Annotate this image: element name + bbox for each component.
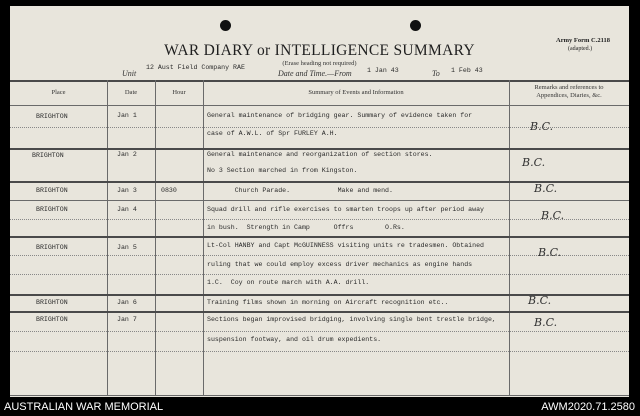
initials-signature: B.C. (534, 316, 558, 329)
ruled-line (10, 219, 629, 220)
entry-date: Jan 1 (117, 112, 137, 119)
col-header-hour: Hour (172, 89, 186, 96)
entry-line: General maintenance of bridging gear. Summary of evidence taken for (207, 112, 473, 119)
col-header-place: Place (51, 89, 66, 96)
entry-hour: 0830 (161, 187, 177, 194)
entry-line: Church Parade. Make and mend. (207, 187, 393, 194)
entry-line: No 3 Section marched in from Kingston. (207, 167, 358, 174)
entry-line: 1.C. Coy on route march with A.A. drill. (207, 279, 370, 286)
entry-rule (10, 148, 629, 150)
form-title: WAR DIARY or INTELLIGENCE SUMMARY (164, 42, 475, 59)
entry-line: suspension footway, and oil drum expedients. (207, 336, 382, 343)
initials-signature: B.C. (538, 246, 562, 259)
initials-signature: B.C. (541, 209, 565, 222)
entry-rule (10, 311, 629, 313)
entry-place: BRIGHTON (36, 316, 68, 323)
punch-hole (410, 20, 421, 31)
army-form-number: Army Form C.2118 (556, 37, 610, 44)
unit-label: Unit (122, 69, 137, 78)
entry-date: Jan 7 (117, 316, 137, 323)
entry-line: Lt-Col HANBY and Capt McGUINNESS visiting units re tradesmen. Obtained (207, 242, 484, 249)
unit-value: 12 Aust Field Company RAE (146, 64, 245, 71)
entry-date: Jan 4 (117, 206, 137, 213)
entry-line: Training films shown in morning on Aircraft recognition etc.. (207, 299, 449, 306)
entry-date: Jan 5 (117, 244, 137, 251)
ruled-line (10, 274, 629, 275)
table-bottom-rule (10, 395, 629, 396)
punch-hole (220, 20, 231, 31)
footer-accession-number: AWM2020.71.2580 (541, 401, 635, 413)
entry-line: case of A.W.L. of Spr FURLEY A.H. (207, 130, 338, 137)
initials-signature: B.C. (528, 294, 552, 307)
initials-signature: B.C. (522, 156, 546, 169)
ruled-line (10, 351, 629, 352)
entry-place: BRIGHTON (36, 299, 68, 306)
form-subtitle: (Erase heading not required) (282, 60, 357, 67)
entry-line: Squad drill and rifle exercises to smarten troops up after period away (207, 206, 484, 213)
to-value: 1 Feb 43 (451, 67, 483, 74)
ruled-line (10, 255, 629, 256)
col-header-summary: Summary of Events and Information (308, 89, 404, 96)
entry-place: BRIGHTON (36, 187, 68, 194)
army-form-adapted: (adapted.) (568, 46, 593, 52)
entry-place: BRIGHTON (36, 244, 68, 251)
entry-place: BRIGHTON (36, 206, 68, 213)
table-top-rule (10, 80, 629, 82)
entry-line: in bush. Strength in Camp Offrs O.Rs. (207, 224, 405, 231)
entry-place: BRIGHTON (36, 113, 68, 120)
entry-rule (10, 236, 629, 238)
to-label: To (432, 69, 440, 78)
entry-date: Jan 2 (117, 151, 137, 158)
entry-line: General maintenance and reorganization of section stores. (207, 151, 433, 158)
date-time-label: Date and Time.—From (278, 69, 352, 78)
col-header-date: Date (124, 89, 138, 96)
diary-page (10, 6, 629, 397)
entry-date: Jan 3 (117, 187, 137, 194)
ruled-line (10, 331, 629, 332)
entry-date: Jan 6 (117, 299, 137, 306)
footer-credit: AUSTRALIAN WAR MEMORIAL (4, 401, 164, 413)
col-header-remarks-1: Remarks and references to (534, 84, 604, 91)
entry-line: Sections began improvised bridging, involving single bent trestle bridge, (207, 316, 496, 323)
initials-signature: B.C. (534, 182, 558, 195)
col-header-remarks-2: Appendices, Diaries, &c. (536, 92, 602, 99)
entry-line: ruling that we could employ excess driver mechanics as engine hands (207, 261, 473, 268)
initials-signature: B.C. (530, 120, 554, 133)
from-value: 1 Jan 43 (367, 67, 399, 74)
header-bottom-rule (10, 105, 629, 106)
entry-place: BRIGHTON (32, 152, 64, 159)
entry-rule (10, 200, 629, 201)
